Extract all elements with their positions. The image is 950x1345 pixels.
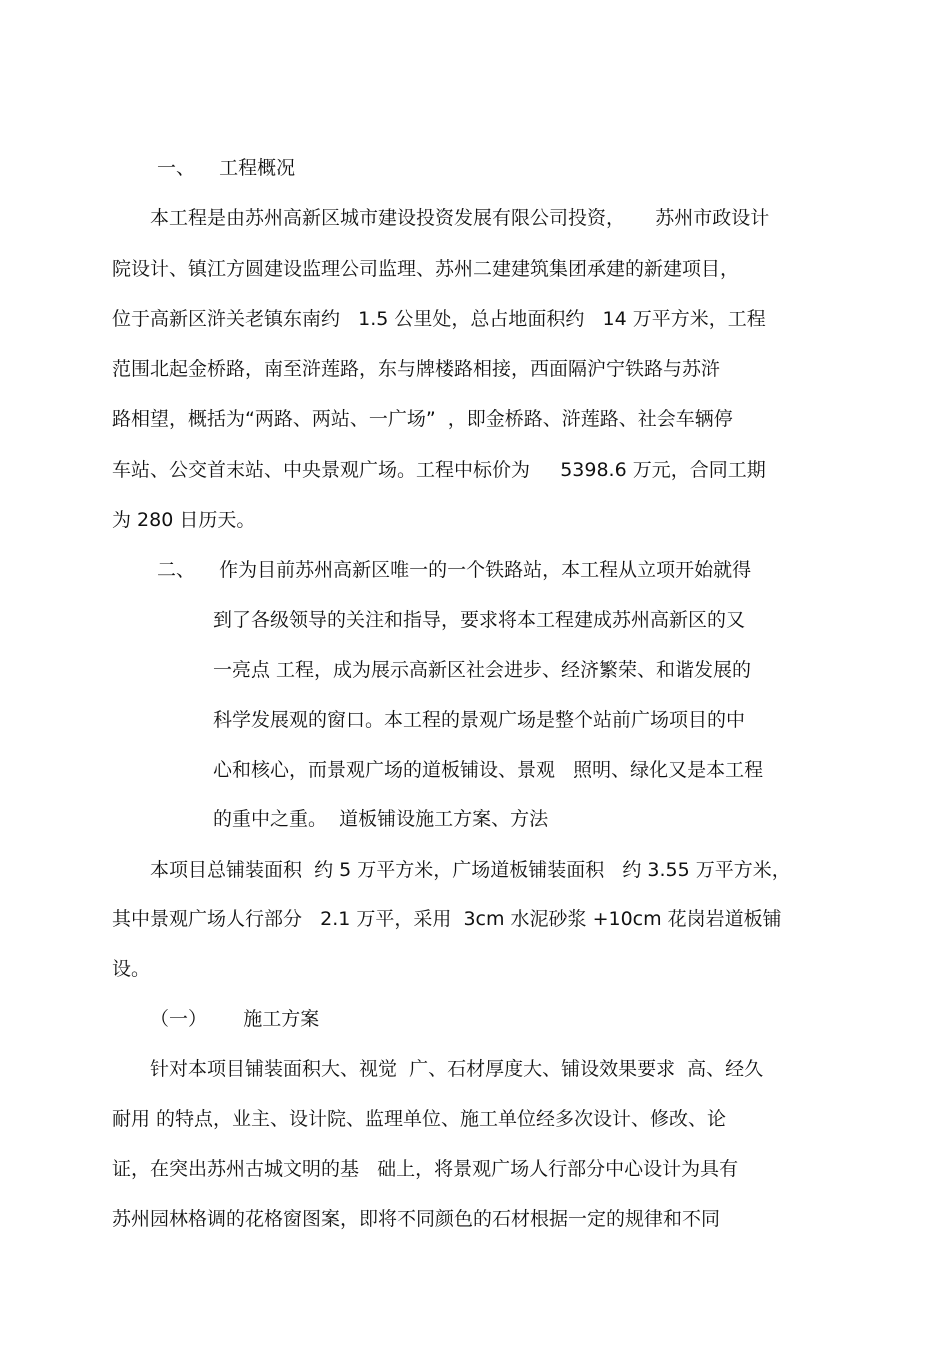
paragraph-line: 耐用 的特点，业主、设计院、监理单位、施工单位经多次设计、修改、论 [112, 1108, 727, 1130]
paragraph-line: 车站、公交首末站、中央景观广场。工程中标价为 5398.6 万元，合同工期 [112, 459, 766, 481]
paragraph-line: 本项目总铺装面积 约 5 万平方米，广场道板铺装面积 约 3.55 万平方米， [150, 859, 791, 881]
paragraph-line: 到了各级领导的关注和指导，要求将本工程建成苏州高新区的又 [213, 609, 746, 631]
heading-1: 一、 工程概况 [157, 157, 296, 179]
paragraph-line: 路相望，概括为“两路、两站、一广场” ，即金桥路、浒莲路、社会车辆停 [112, 408, 733, 430]
paragraph-line: 范围北起金桥路，南至浒莲路，东与牌楼路相接，西面隔沪宁铁路与苏浒 [112, 358, 721, 380]
paragraph-line: 位于高新区浒关老镇东南约 1.5 公里处，总占地面积约 14 万平方米，工程 [112, 308, 766, 330]
paragraph-line: 其中景观广场人行部分 2.1 万平，采用 3cm 水泥砂浆 +10cm 花岗岩道板铺 [112, 908, 782, 930]
paragraph-line: 设。 [112, 958, 151, 980]
paragraph-line: 为 280 日历天。 [112, 509, 256, 531]
paragraph-line: 科学发展观的窗口。本工程的景观广场是整个站前广场项目的中 [213, 709, 746, 731]
paragraph-line: 针对本项目铺装面积大、视觉 广、石材厚度大、铺设效果要求 高、经久 [150, 1058, 764, 1080]
subheading-1: （一） 施工方案 [150, 1008, 320, 1030]
paragraph-line: 本工程是由苏州高新区城市建设投资发展有限公司投资， 苏州市政设计 [150, 207, 770, 229]
paragraph-line: 证，在突出苏州古城文明的基 础上，将景观广场人行部分中心设计为具有 [112, 1158, 739, 1180]
paragraph-line: 的重中之重。 道板铺设施工方案、方法 [213, 808, 549, 830]
paragraph-line: 心和核心，而景观广场的道板铺设、景观 照明、绿化又是本工程 [213, 759, 764, 781]
paragraph-line: 院设计、镇江方圆建设监理公司监理、苏州二建建筑集团承建的新建项目， [112, 258, 740, 280]
paragraph-line: 苏州园林格调的花格窗图案，即将不同颜色的石材根据一定的规律和不同 [112, 1208, 721, 1230]
heading-2: 二、 作为目前苏州高新区唯一的一个铁路站，本工程从立项开始就得 [157, 559, 752, 581]
paragraph-line: 一亮点 工程，成为展示高新区社会进步、经济繁荣、和谐发展的 [213, 659, 752, 681]
